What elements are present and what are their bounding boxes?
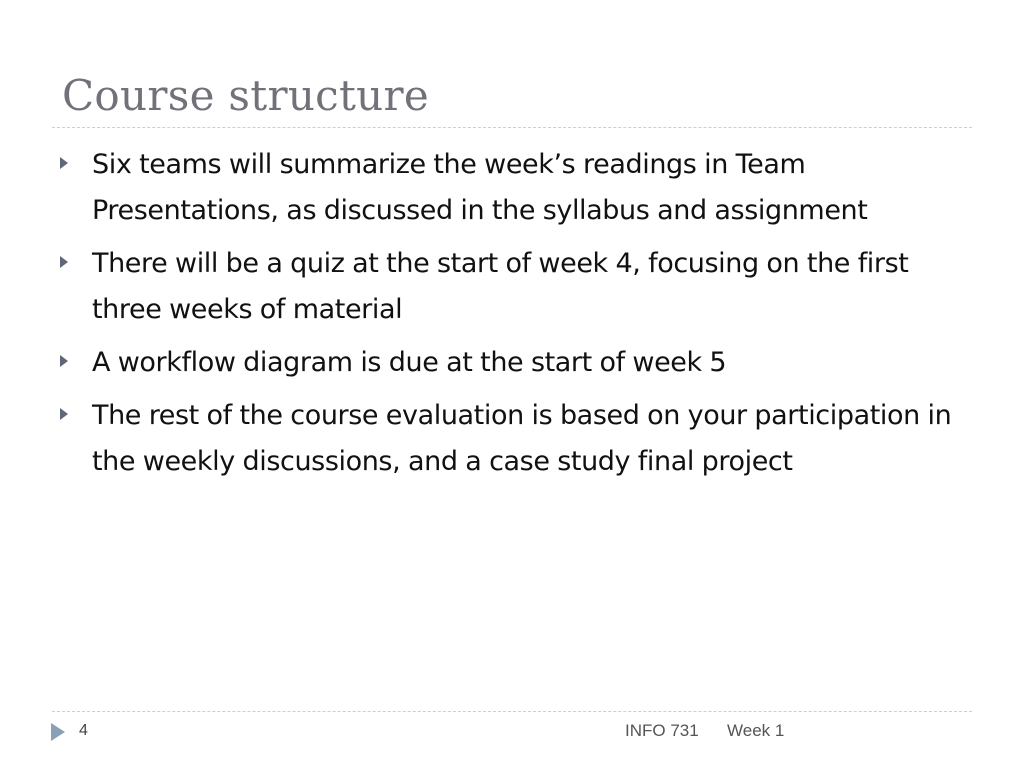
bullet-item — [60, 340, 960, 386]
triangle-right-icon[interactable] — [51, 723, 65, 741]
title-divider — [52, 127, 972, 128]
bullet-text: There will be a quiz at the start of week 4, focusing on the first three weeks of material — [92, 248, 909, 325]
triangle-right-icon — [60, 157, 68, 169]
footer-week: Week 1 — [727, 721, 785, 740]
triangle-right-icon — [60, 355, 68, 367]
triangle-right-icon — [60, 408, 68, 420]
triangle-right-icon — [60, 256, 68, 268]
bullet-item — [60, 241, 960, 333]
footer-divider — [52, 711, 972, 712]
slide-title: Course structure — [62, 71, 430, 120]
bullet-list — [60, 142, 960, 492]
bullet-item — [60, 142, 960, 234]
bullet-text: Six teams will summarize the week’s readings in Team Presentations, as discussed in the syllabus and assignment — [92, 149, 868, 226]
page-number: 4 — [79, 722, 88, 739]
bullet-item — [60, 393, 960, 485]
footer-course: INFO 731 — [625, 721, 699, 740]
bullet-text: The rest of the course evaluation is based on your participation in the weekly discussions, and a case study final project — [92, 400, 952, 477]
bullet-text: A workflow diagram is due at the start of week 5 — [92, 347, 727, 378]
